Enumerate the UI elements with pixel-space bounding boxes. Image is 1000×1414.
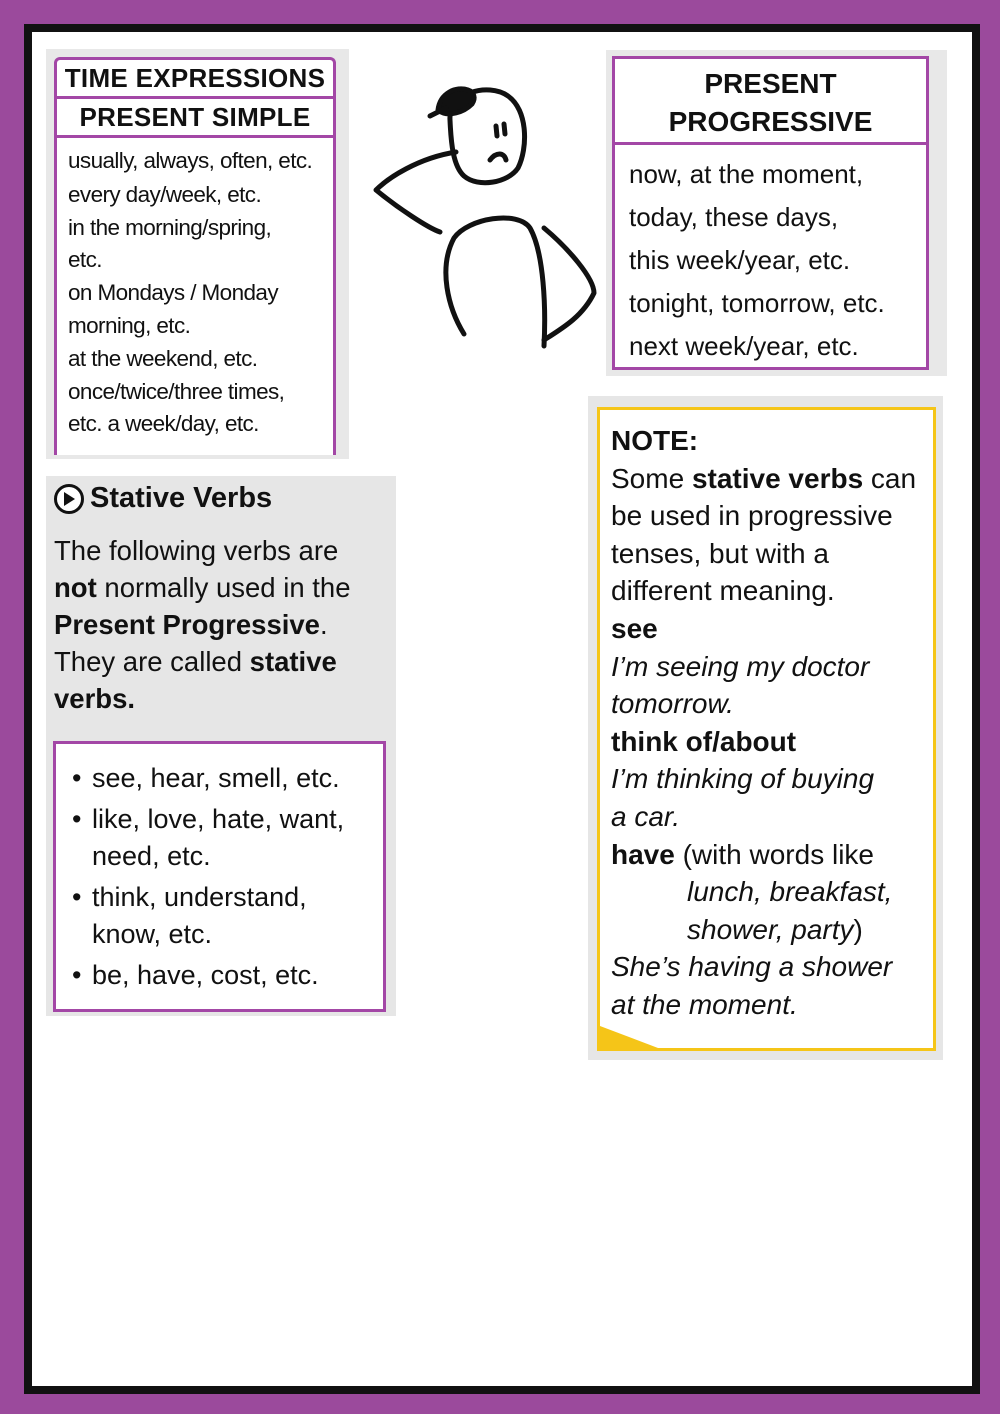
stative-verbs-list [56,744,383,994]
list-item: morning, etc. [68,313,191,338]
list-item-text: know, etc. [92,919,213,949]
present-progressive-panel [606,50,947,376]
verb-label-have: have [611,838,675,870]
time-expressions-box [54,57,336,455]
list-item [72,879,383,953]
list-item-text: see, hear, smell, etc. [92,763,340,793]
example-sentence: She’s having a shower [611,951,893,983]
example-sentence: a car. [611,800,680,832]
list-item-text: think, understand, [92,882,307,912]
worksheet-page [24,24,980,1394]
list-item: tonight, tomorrow, etc. [629,288,885,318]
time-expressions-heading: TIME EXPRESSIONS [57,60,333,99]
bold-word: not [54,572,97,603]
present-simple-list [57,138,333,440]
list-item: usually, always, often, etc. [68,148,313,173]
heading-line: PRESENT [704,68,837,99]
bold-phrase: stative verbs [691,462,864,494]
text-span: (with words like [674,838,874,870]
list-item: once/twice/three times, [68,379,285,404]
example-sentence: at the moment. [611,988,798,1020]
text-span: ) [853,913,863,945]
stative-verbs-title [54,482,272,515]
verb-label-see: see [611,612,658,644]
stative-verbs-title-text: Stative Verbs [90,482,273,514]
present-progressive-heading [615,59,926,145]
list-item: at the weekend, etc. [68,346,258,371]
text-span: can [863,462,917,494]
list-item: next week/year, etc. [629,331,859,361]
note-box [597,407,936,1051]
example-sentence: I’m thinking of buying [611,763,875,795]
text-span: . [319,609,328,640]
text-line [611,836,936,874]
present-simple-heading: PRESENT SIMPLE [57,99,333,138]
text-line: tenses, but with a [611,537,829,569]
list-item-text: like, love, hate, want, [92,804,345,834]
list-item: today, these days, [629,202,839,232]
list-item: etc. [68,247,102,272]
bold-word: verbs. [54,683,136,714]
text-line: different meaning. [611,575,835,607]
note-panel [588,396,943,1060]
list-item: etc. a week/day, etc. [68,411,259,436]
list-item: on Mondays / Monday [68,280,278,305]
bold-word: stative [249,646,337,677]
text-span: normally used in the [96,572,351,603]
list-item: now, at the moment, [629,159,864,189]
example-words: shower, party [687,913,854,945]
text-line [54,643,390,680]
thinking-figure-illustration [368,78,600,352]
stative-verbs-description [54,532,390,717]
heading-line: PROGRESSIVE [668,106,873,137]
stative-verbs-examples-box [53,741,386,1012]
list-item [72,801,383,875]
example-sentence: tomorrow. [611,688,734,720]
text-line [611,911,936,949]
note-content [611,422,936,1024]
present-progressive-box [612,56,929,370]
text-line: be used in progressive [611,500,893,532]
text-line [611,460,936,498]
text-line: The following verbs are [54,535,339,566]
text-line [54,680,390,717]
text-line [54,606,390,643]
verb-label-think: think of/about [611,725,797,757]
list-item: in the morning/spring, [68,215,272,240]
note-title: NOTE: [611,425,699,456]
list-item [72,957,383,994]
text-span: Some [611,462,692,494]
bold-phrase: Present Progressive [54,609,320,640]
text-line [54,569,390,606]
present-progressive-list [615,145,926,368]
list-item-text: need, etc. [92,841,211,871]
list-item: this week/year, etc. [629,245,851,275]
list-item: every day/week, etc. [68,182,262,207]
time-expressions-panel [46,49,349,459]
play-arrow-icon [54,484,84,514]
example-words: lunch, breakfast, [687,876,893,908]
list-item-text: be, have, cost, etc. [92,960,319,990]
note-corner-decoration [600,1026,658,1048]
list-item [72,760,383,797]
text-span: They are called [54,646,250,677]
stative-verbs-panel [46,476,396,1016]
example-sentence: I’m seeing my doctor [611,650,870,682]
